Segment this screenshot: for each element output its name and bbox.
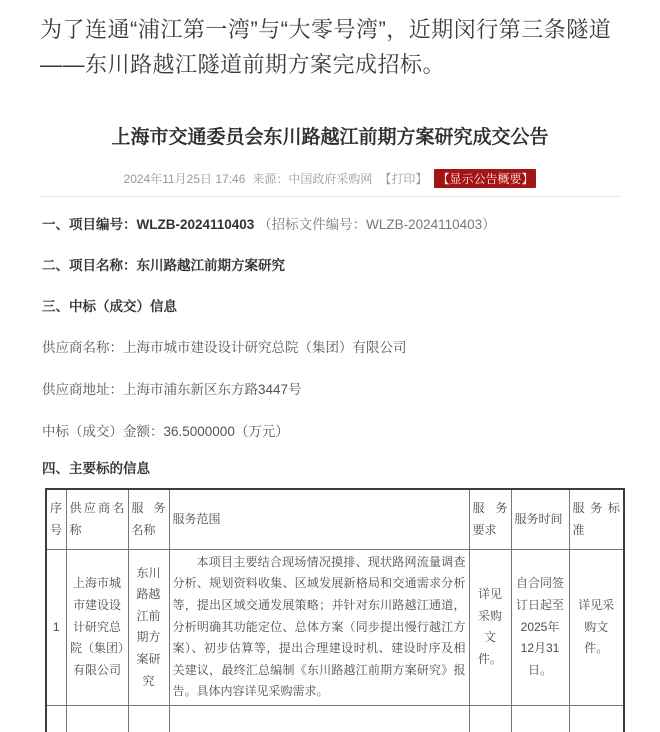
section-main-subject-heading: 四、主要标的信息 bbox=[42, 461, 150, 477]
cell-service-standard bbox=[569, 706, 624, 732]
header-seq: 序号 bbox=[46, 489, 66, 549]
cell-service-scope bbox=[169, 706, 469, 732]
supplier-address-line: 供应商地址：上海市浦东新区东方路3447号 bbox=[42, 382, 302, 398]
cell-seq bbox=[46, 706, 66, 732]
cell-service-time bbox=[511, 706, 569, 732]
meta-line bbox=[0, 169, 660, 188]
intro-paragraph: 为了连通“浦江第一湾”与“大零号湾”，近期闵行第三条隧道——东川路越江隧道前期方案完成招标。 bbox=[40, 17, 612, 78]
cell-service-scope: 本项目主要结合现场情况摸排、现状路网流量调查分析、规划资料收集、区域发展新格局和交通需求分析等，提出区域交通发展策略；并针对东川路越江通道，分析明确其功能定位、总体方案（同步提出慢行越江方案）、初步估算等，提出合理建设时机、建设时序及相关建议，最终汇总编制《东川路越江前期方案研究》报告。具体内容详见采购需求。 bbox=[169, 549, 469, 705]
main-subject-table bbox=[45, 488, 625, 732]
cell-supplier: 上海市城市建设设计研究总院（集团）有限公司 bbox=[66, 549, 128, 705]
cell-supplier bbox=[66, 706, 128, 732]
announcement-title: 上海市交通委员会东川路越江前期方案研究成交公告 bbox=[111, 127, 549, 149]
show-summary-button[interactable]: 【显示公告概要】 bbox=[434, 169, 536, 188]
section-project-number bbox=[42, 213, 618, 233]
header-service-scope: 服务范围 bbox=[169, 489, 469, 549]
cell-service-time: 自合同签订日起至2025年12月31日。 bbox=[511, 549, 569, 705]
section-project-name: 二、项目名称：东川路越江前期方案研究 bbox=[42, 258, 285, 274]
supplier-name-line: 供应商名称：上海市城市建设设计研究总院（集团）有限公司 bbox=[42, 340, 407, 356]
header-service-requirement: 服务要求 bbox=[469, 489, 511, 549]
divider bbox=[40, 196, 620, 197]
announcement-body bbox=[0, 213, 660, 477]
header-service-name: 服务名称 bbox=[128, 489, 169, 549]
publish-datetime: 2024年11月25日 17:46 bbox=[123, 172, 246, 187]
header-service-standard: 服务标准 bbox=[569, 489, 624, 549]
section-award-info-heading: 三、中标（成交）信息 bbox=[42, 299, 177, 315]
cell-service-name: 东川路越江前期方案研究 bbox=[128, 549, 169, 705]
project-number-note: （招标文件编号：WLZB-2024110403） bbox=[258, 217, 496, 233]
table-row bbox=[46, 549, 624, 705]
table-row-empty bbox=[46, 706, 624, 732]
award-amount-line: 中标（成交）金额：36.5000000（万元） bbox=[42, 424, 289, 440]
project-number-text: 一、项目编号：WLZB-2024110403 bbox=[42, 217, 255, 233]
cell-service-standard: 详见采购文件。 bbox=[569, 549, 624, 705]
cell-seq: 1 bbox=[46, 549, 66, 705]
header-service-time: 服务时间 bbox=[511, 489, 569, 549]
print-button[interactable]: 【打印】 bbox=[379, 172, 428, 187]
cell-service-requirement bbox=[469, 706, 511, 732]
source-text: 来源：中国政府采购网 bbox=[252, 172, 373, 187]
cell-service-name bbox=[128, 706, 169, 732]
header-supplier: 供应商名称 bbox=[66, 489, 128, 549]
cell-service-requirement: 详见采购文件。 bbox=[469, 549, 511, 705]
table-header-row bbox=[46, 489, 624, 549]
